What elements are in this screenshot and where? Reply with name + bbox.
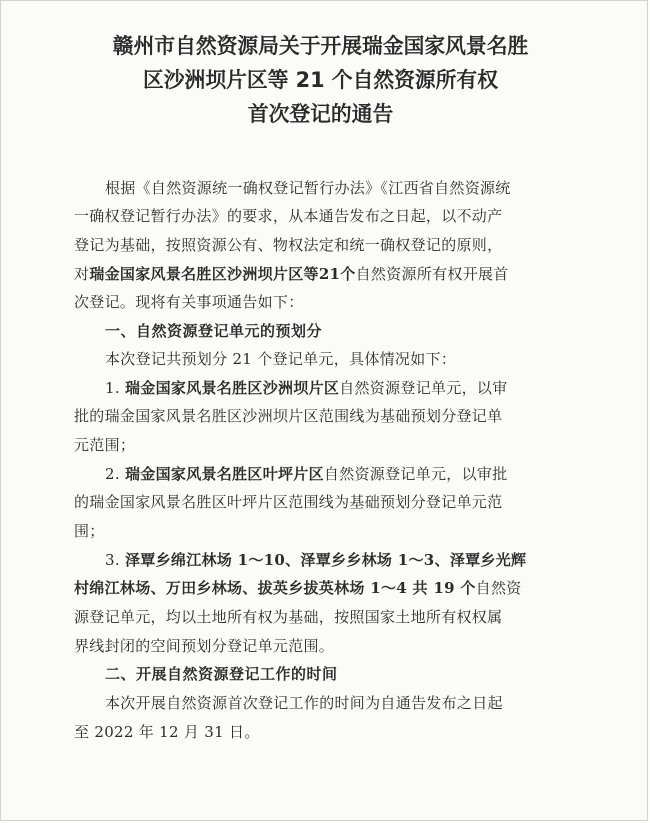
intro-line-2: 一确权登记暂行办法》的要求，从本通告发布之日起，以不动产: [74, 207, 503, 225]
item-3-line-4: 界线封闭的空间预划分登记单元范围。: [74, 637, 335, 655]
section-2-heading: 二、开展自然资源登记工作的时间: [105, 665, 338, 683]
item-3-bold-line-2: 村绵江林场、万田乡林场、拔英乡拔英林场 1～4 共 19 个: [74, 579, 476, 597]
intro-scope-bold: 瑞金国家风景名胜区沙洲坝片区等21个: [89, 265, 356, 283]
section-1-heading: 一、自然资源登记单元的预划分: [105, 322, 323, 340]
intro-line-4: [74, 263, 509, 285]
item-3-line-2-rest: 自然资: [475, 579, 522, 597]
item-2-line-3: 围；: [74, 522, 105, 540]
item-1-line-1: [105, 377, 508, 399]
item-3-line-3: 源登记单元，均以土地所有权为基础，按照国家土地所有权权属: [74, 608, 503, 626]
item-3-line-2: [74, 577, 522, 599]
item-2-line-1-rest: 自然资源登记单元，以审批: [323, 465, 508, 483]
item-2-number: 2.: [105, 465, 120, 483]
intro-line-4-start: 对: [74, 265, 90, 283]
section-1-summary: 本次登记共预划分 21 个登记单元，具体情况如下：: [105, 350, 457, 368]
intro-line-4-end: 自然资源所有权开展首: [355, 265, 509, 283]
item-3-bold-line-1: 泽覃乡绵江林场 1～10、泽覃乡乡林场 1～3、泽覃乡光辉: [125, 551, 527, 569]
section-2-line-2: 至 2022 年 12 月 31 日。: [74, 723, 260, 741]
item-2-line-2: 的瑞金国家风景名胜区叶坪片区范围线为基础预划分登记单元范: [74, 493, 503, 511]
item-1-line-2: 批的瑞金国家风景名胜区沙洲坝片区范围线为基础预划分登记单: [74, 407, 503, 425]
item-3-line-1: [105, 549, 526, 571]
notice-title-line-2: 区沙洲坝片区等 21 个自然资源所有权: [143, 68, 498, 92]
item-1-name: 瑞金国家风景名胜区沙洲坝片区: [125, 379, 340, 397]
item-1-number: 1.: [105, 379, 120, 397]
intro-line-1: 根据《自然资源统一确权登记暂行办法》《江西省自然资源统: [105, 179, 511, 197]
item-2-name: 瑞金国家风景名胜区叶坪片区: [125, 465, 324, 483]
notice-title-line-1: 赣州市自然资源局关于开展瑞金国家风景名胜: [112, 34, 529, 58]
section-2-line-1: 本次开展自然资源首次登记工作的时间为自通告发布之日起: [105, 694, 503, 712]
item-1-line-3: 元范围；: [74, 436, 136, 454]
notice-title-line-3: 首次登记的通告: [247, 102, 394, 126]
item-2-line-1: [105, 463, 508, 485]
intro-line-3: 登记为基础，按照资源公有、物权法定和统一确权登记的原则，: [74, 236, 503, 254]
item-1-line-1-rest: 自然资源登记单元，以审: [339, 379, 508, 397]
intro-line-5: 次登记。现将有关事项通告如下：: [74, 293, 304, 311]
item-3-number: 3.: [105, 551, 120, 569]
